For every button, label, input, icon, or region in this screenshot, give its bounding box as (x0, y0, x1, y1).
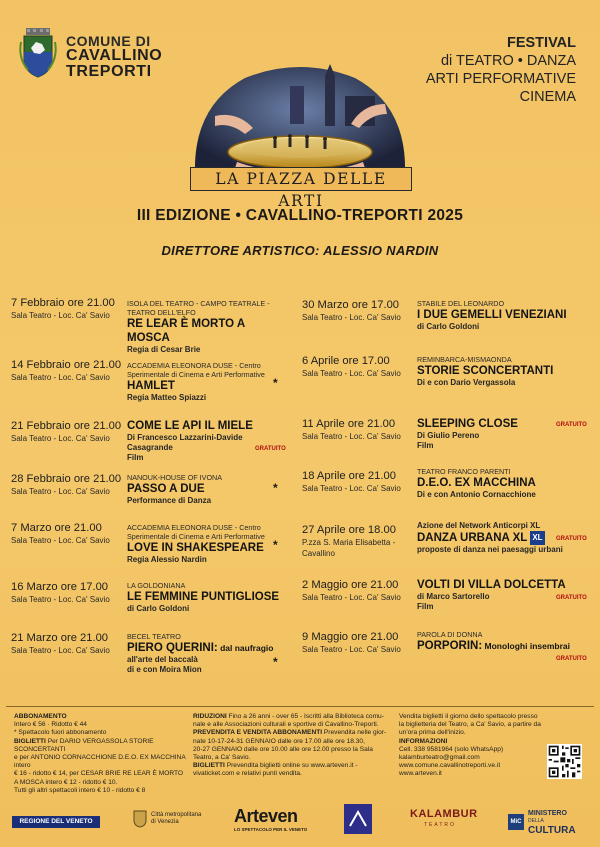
festival-line1: FESTIVAL (506, 35, 576, 51)
kalambur-logo: KALAMBUR (410, 808, 478, 820)
event-title: VOLTI DI VILLA DOLCETTA (417, 579, 566, 591)
free-badge: GRATUITO (556, 656, 587, 662)
free-badge: GRATUITO (556, 536, 587, 542)
festival-line2: di TEATRO • DANZA (440, 53, 576, 69)
kalambur-tagline: TEATRO (424, 822, 456, 828)
footer-divider (6, 706, 594, 707)
ministero-cultura-logo: MINISTERO DELLA CULTURA (528, 810, 576, 836)
event-date-time: 27 Aprile ore 18.00 P.zza S. Maria Elisabetta - Cavallino (302, 524, 396, 558)
contact-info: Vendita biglietti il giorno dello spettacolo presso la biglietteria del Teatro, a Ca' Savio, a partire da un'ora prima dell'inizio. INFORMAZIONI Cell. 338 9581964 (solo WhatsApp) kalamburteatro@gmail.com www.comune.cavallinotreporti.ve.it www.arteven.it (399, 713, 541, 778)
event-date-time: 21 Marzo ore 21.00 Sala Teatro - Loc. Ca' Savio (11, 632, 110, 655)
event-date-time: 11 Aprile ore 21.00 Sala Teatro - Loc. Ca' Savio (302, 418, 401, 441)
regione-veneto-logo: REGIONE DEL VENETO (12, 816, 100, 828)
festival-line4: CINEMA (519, 89, 576, 105)
comune-line3: TREPORTI (66, 63, 152, 80)
event-info: NANOUK-HOUSE OF IVONA PASSO A DUE Performance di Danza (127, 473, 287, 506)
sponsor-logos (0, 796, 600, 844)
mic-logo: MiC (508, 814, 524, 830)
artistic-director: DIRETTORE ARTISTICO: ALESSIO NARDIN (161, 243, 439, 258)
presale-info: RIDUZIONI Fino a 26 anni - over 65 - Iscritti alla Biblioteca comu- nale e alle Associazioni culturali e sportive di Cavallino-Treporti. PREVENDITA E VENDITA ABBONAMENTI Prevendita nelle gior- nate 10-17-24-31 GENNAIO dalle ore 17.00 alle ore 18.30, 20-27 GENNAIO dalle ore 10.00 alle ore 12.00 presso la Sala Teatro, a Ca' Savio. BIGLIETTI Prevendita biglietti online su www.arteven.it - vivaticket.com e relativi punti vendita. (193, 713, 387, 778)
event-info: LA GOLDONIANA LE FEMMINE PUNTIGLIOSE di Carlo Goldoni (127, 581, 287, 614)
event-date-time: 9 Maggio ore 21.00 Sala Teatro - Loc. Ca' Savio (302, 631, 401, 654)
municipal-crest-icon (18, 28, 58, 78)
xl-logo-badge: XL (530, 531, 544, 545)
event-title: STORIE SCONCERTANTI (417, 365, 554, 377)
festival-subtitle (426, 34, 576, 106)
event-title: HAMLET (127, 380, 175, 392)
citta-metropolitana-crest-icon (133, 810, 147, 828)
event-date-time: 21 Febbraio ore 21.00 Sala Teatro - Loc. Ca' Savio (11, 420, 122, 443)
arteven-tagline: LO SPETTACOLO PER IL VENETO (234, 827, 308, 832)
event-date-time: 30 Marzo ore 17.00 Sala Teatro - Loc. Ca' Savio (302, 299, 401, 322)
event-info: SLEEPING CLOSE Di Giulio Pereno Film (417, 417, 592, 451)
event-info: ACCADEMIA ELEONORA DUSE - Centro Sperimentale di Cinema e Arti Performative HAMLET Regia Matteo Spiazzi (127, 361, 287, 403)
event-info: TEATRO FRANCO PARENTI D.E.O. EX MACCHINA Di e con Antonio Cornacchione (417, 467, 592, 500)
free-badge: GRATUITO (255, 446, 286, 452)
event-date-time: 14 Febbraio ore 21.00 Sala Teatro - Loc. Ca' Savio (11, 359, 122, 382)
event-date-time: 2 Maggio ore 21.00 Sala Teatro - Loc. Ca' Savio (302, 579, 401, 602)
event-date-time: 16 Marzo ore 17.00 Sala Teatro - Loc. Ca' Savio (11, 581, 110, 604)
event-title: PORPORIN: Monologhi insembrai (417, 640, 571, 652)
event-info: BECEL TEATRO PIERO QUERINI: dal naufragio all'arte del baccalà di e con Moira Mion (127, 632, 287, 675)
festival-name-plate: LA PIAZZA DELLE ARTI (190, 167, 412, 191)
arteven-logo: Arteven (234, 806, 298, 826)
event-info: Azione del Network Anticorpi XL DANZA URBANA XL XL proposte di danza nei paesaggi urbani (417, 521, 592, 555)
event-date-time: 18 Aprile ore 21.00 Sala Teatro - Loc. Ca' Savio (302, 470, 401, 493)
event-title: D.E.O. EX MACCHINA (417, 477, 536, 489)
subscription-info: ABBONAMENTO Intero € 56 · Ridotto € 44 * Spettacolo fuori abbonamento BIGLIETTI Per DARIO VERGASSOLA STORIE SCONCERTANTI e per ANTONIO CORNACCHIONE D.E.O. EX MACCHINA intero € 16 - ridotto € 14, per CESAR BRIE RE LEAR È MORTO A MOSCA intero € 12 - ridotto € 10. Tutti gli altri spettacoli intero € 10 - ridotto € 8 (14, 713, 186, 794)
event-info: STABILE DEL LEONARDO I DUE GEMELLI VENEZIANI di Carlo Goldoni (417, 299, 592, 332)
no-subscription-marker: * (273, 376, 278, 390)
event-title: LE FEMMINE PUNTIGLIOSE (127, 591, 280, 603)
festival-line3: ARTI PERFORMATIVE (425, 71, 576, 87)
event-info: REMINBARCA-MISMAONDA STORIE SCONCERTANTI Di e con Dario Vergassola (417, 355, 592, 388)
event-info: PAROLA DI DONNA PORPORIN: Monologhi insembrai (417, 630, 592, 653)
event-title: PIERO QUERINI: dal naufragio (127, 642, 274, 654)
edition-title: III EDIZIONE • CAVALLINO-TREPORTI 2025 (136, 207, 464, 224)
comune-line1: COMUNE DI (66, 33, 151, 49)
event-info: VOLTI DI VILLA DOLCETTA di Marco Sartorello Film (417, 578, 592, 612)
event-date-time: 28 Febbraio ore 21.00 Sala Teatro - Loc. Ca' Savio (11, 473, 122, 496)
event-date-time: 7 Marzo ore 21.00 Sala Teatro - Loc. Ca' Savio (11, 522, 110, 545)
free-badge: GRATUITO (556, 595, 587, 601)
event-title: COME LE API IL MIELE (127, 420, 253, 432)
event-title: SLEEPING CLOSE (417, 418, 518, 430)
event-info: ISOLA DEL TEATRO - CAMPO TEATRALE - TEATRO DELL'ELFO RE LEAR È MORTO A MOSCA Regia di Cesar Brie (127, 299, 287, 355)
event-title: PASSO A DUE (127, 483, 205, 495)
event-title: I DUE GEMELLI VENEZIANI (417, 309, 567, 321)
citta-metropolitana-logo: Città metropolitana di Venezia (151, 812, 202, 825)
event-title: RE LEAR È MORTO A MOSCA (127, 318, 245, 344)
event-date-time: 7 Febbraio ore 21.00 Sala Teatro - Loc. Ca' Savio (11, 297, 115, 320)
qr-code-icon[interactable] (547, 744, 582, 779)
comune-line2: CAVALLINO (66, 47, 163, 64)
event-title: LOVE IN SHAKESPEARE (127, 542, 264, 554)
anticorpi-logo-icon (344, 804, 372, 834)
comune-name (66, 34, 162, 80)
no-subscription-marker: * (273, 538, 278, 552)
event-info: COME LE API IL MIELE Di Francesco Lazzarini-Davide Casagrande Film (127, 419, 287, 463)
event-date-time: 6 Aprile ore 17.00 Sala Teatro - Loc. Ca' Savio (302, 355, 401, 378)
event-title: DANZA URBANA XL XL (417, 532, 543, 544)
free-badge: GRATUITO (556, 422, 587, 428)
no-subscription-marker: * (273, 655, 278, 669)
no-subscription-marker: * (273, 481, 278, 495)
event-info: ACCADEMIA ELEONORA DUSE - Centro Sperimentale di Cinema e Arti Performative LOVE IN SHAKESPEARE Regia Alessio Nardin (127, 523, 287, 565)
